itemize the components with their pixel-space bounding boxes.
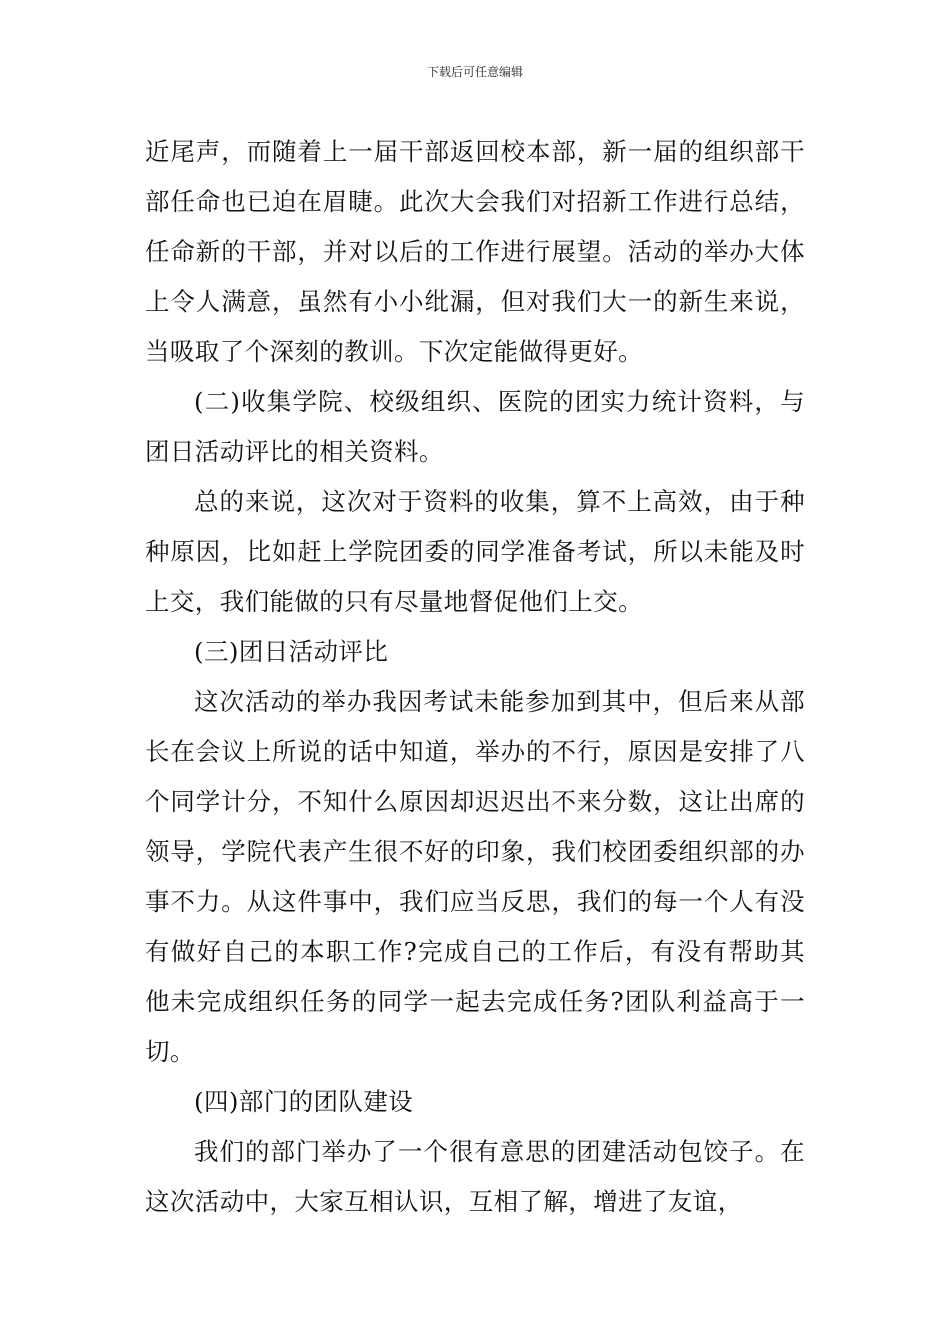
paragraph-evaluation: 这次活动的举办我因考试未能参加到其中，但后来从部长在会议上所说的话中知道，举办的不行，原因是安排了八个同学计分，不知什么原因却迟迟出不来分数，这让出席的领导，学院代表产生很不好的印象，我们校团委组织部的办事不力。从这件事中，我们应当反思，我们的每一个人有没有做好自己的本职工作?完成自己的工作后，有没有帮助其他未完成组织任务的同学一起去完成任务?团队利益高于一切。 — [145, 687, 805, 1066]
section-heading-3: (三)团日活动评比 — [194, 637, 389, 666]
paragraph-continued: 近尾声，而随着上一届干部返回校本部，新一届的组织部干部任命也已迫在眉睫。此次大会我们对招新工作进行总结，任命新的干部，并对以后的工作进行展望。活动的举办大体上令人满意，虽然有小小纰漏，但对我们大一的新生来说，当吸取了个深刻的教训。下次定能做得更好。 — [145, 137, 805, 366]
page-header: 下载后可任意编辑 — [426, 65, 523, 79]
document-body — [145, 127, 805, 1227]
section-heading-2: (二)收集学院、校级组织、医院的团实力统计资料，与团日活动评比的相关资料。 — [145, 387, 805, 466]
section-heading-4: (四)部门的团队建设 — [194, 1087, 414, 1116]
paragraph-team-building: 我们的部门举办了一个很有意思的团建活动包饺子。在这次活动中，大家互相认识，互相了解，增进了友谊， — [145, 1137, 805, 1216]
paragraph-data-collection: 总的来说，这次对于资料的收集，算不上高效，由于种种原因，比如赶上学院团委的同学准备考试，所以未能及时上交，我们能做的只有尽量地督促他们上交。 — [145, 487, 805, 616]
